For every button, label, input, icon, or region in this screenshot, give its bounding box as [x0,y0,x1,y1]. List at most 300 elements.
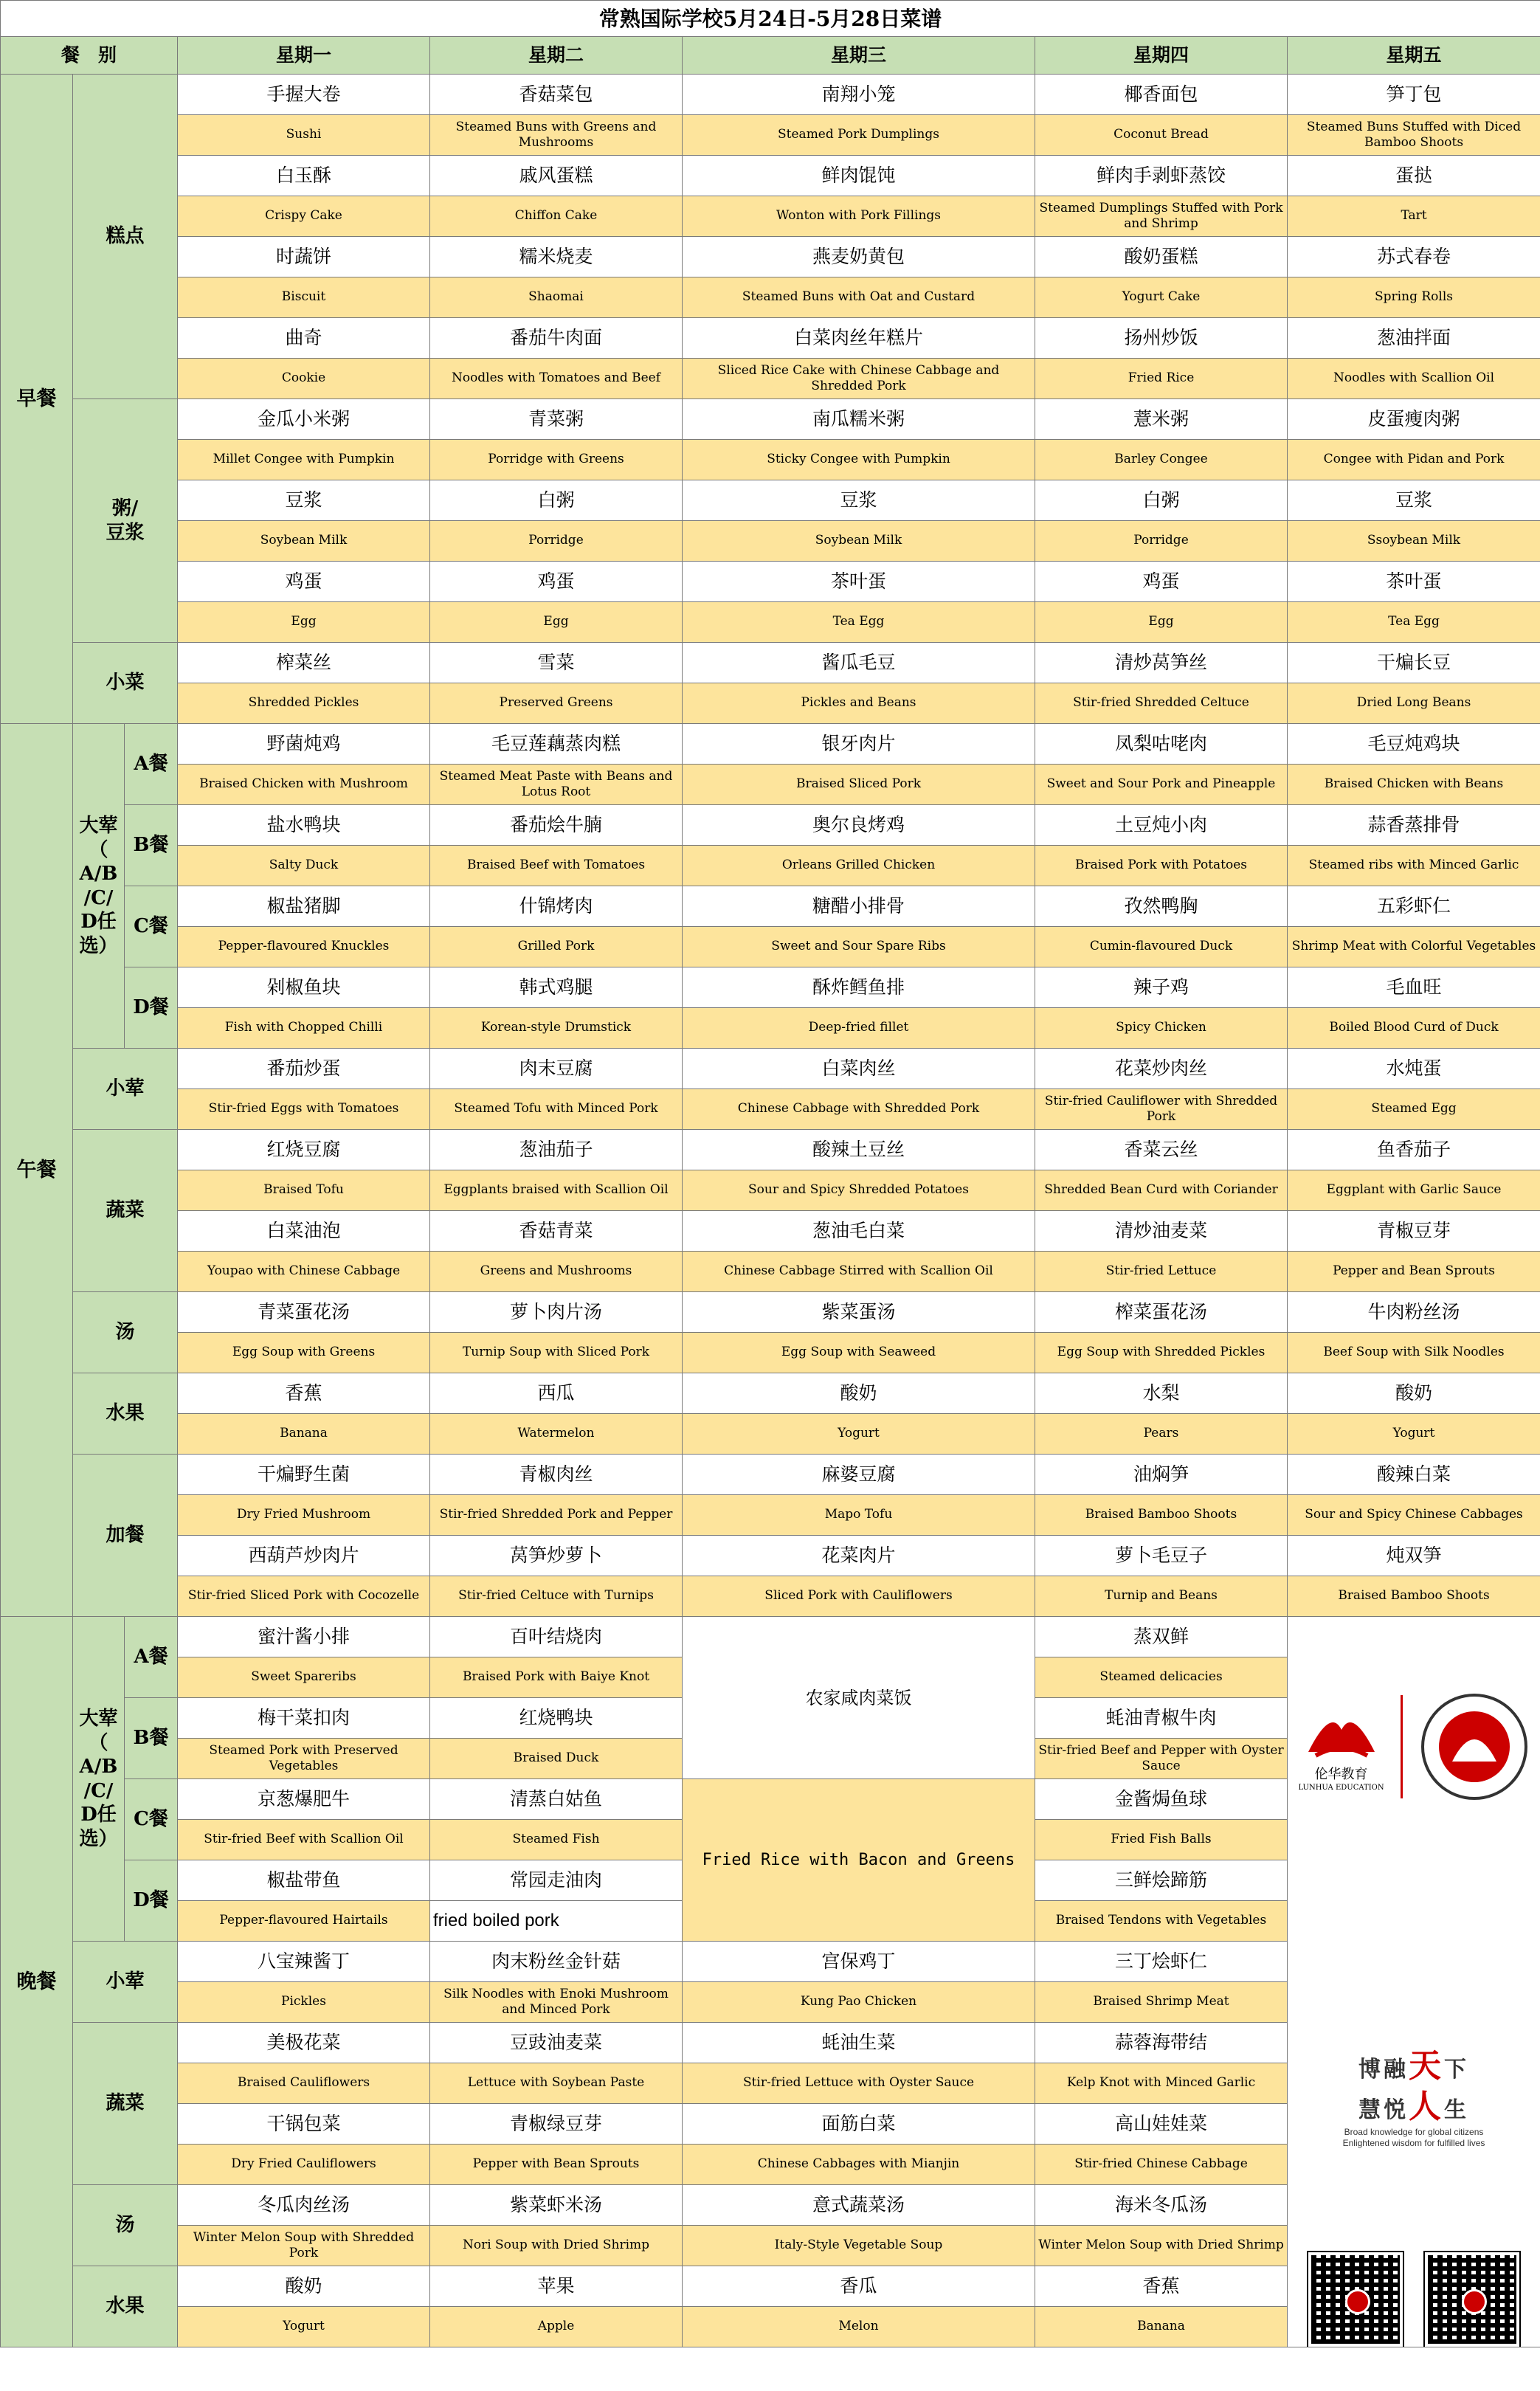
dish-name-zh: 酱瓜毛豆 [683,643,1035,683]
dish-name-en: Stir-fried Eggs with Tomatoes [178,1089,430,1130]
dish-name-zh: 高山娃娃菜 [1035,2104,1288,2145]
dish-name-zh: 葱油毛白菜 [683,1211,1035,1252]
dish-name-zh: 紫菜蛋汤 [683,1292,1035,1333]
wednesday-merged-zh: 农家咸肉菜饭 [683,1617,1035,1779]
dish-name-zh: 青椒豆芽 [1288,1211,1540,1252]
dish-name-zh: 清炒油麦菜 [1035,1211,1288,1252]
dish-name-en: Spicy Chicken [1035,1008,1288,1049]
section-label: 汤 [73,1292,178,1373]
dish-name-zh: 香蕉 [178,1373,430,1414]
dish-name-en: Watermelon [430,1414,683,1455]
dish-name-zh: 豆浆 [178,480,430,521]
dish-name-en: Tart [1288,196,1540,237]
section-label: 小菜 [73,643,178,724]
qr-code-icon[interactable] [1425,2252,1519,2347]
dish-name-zh: 京葱爆肥牛 [178,1779,430,1820]
dish-name-zh: 蚝油生菜 [683,2023,1035,2063]
dish-name-zh: 榨菜蛋花汤 [1035,1292,1288,1333]
dish-name-en: Porridge [430,521,683,562]
dish-name-zh: 辣子鸡 [1035,967,1288,1008]
dish-name-zh: 榨菜丝 [178,643,430,683]
dish-name-zh: 鸡蛋 [430,562,683,602]
dish-name-zh: 蒜香蒸排骨 [1288,805,1540,846]
dish-name-zh: 五彩虾仁 [1288,886,1540,927]
dish-name-en: Stir-fried Lettuce with Oyster Sauce [683,2063,1035,2104]
section-label: 粥/ 豆浆 [73,399,178,643]
dish-name-en: Biscuit [178,277,430,318]
dish-name-en: Stir-fried Beef with Scallion Oil [178,1820,430,1860]
dish-name-zh: 剁椒鱼块 [178,967,430,1008]
section-label: 糕点 [73,75,178,399]
dish-name-en: Pepper and Bean Sprouts [1288,1252,1540,1292]
logo-en: LUNHUA EDUCATION [1298,1783,1384,1792]
section-label: 小荤 [73,1942,178,2023]
dish-name-en: Braised Tendons with Vegetables [1035,1901,1288,1942]
dish-name-en: Steamed Pork Dumplings [683,115,1035,156]
dish-name-zh: 鸡蛋 [1035,562,1288,602]
dish-name-en: Braised Tofu [178,1170,430,1211]
dish-name-zh: 金酱焗鱼球 [1035,1779,1288,1820]
dish-name-en: Tea Egg [1288,602,1540,643]
dish-name-zh: 白玉酥 [178,156,430,196]
dish-name-zh: 孜然鸭胸 [1035,886,1288,927]
lunhua-logo [1298,1700,1384,1793]
dish-name-zh: 青椒肉丝 [430,1455,683,1495]
dish-name-zh: 鲜肉馄饨 [683,156,1035,196]
section-label: 汤 [73,2185,178,2266]
dish-name-en: Banana [178,1414,430,1455]
dish-name-en: Pickles and Beans [683,683,1035,724]
dish-name-en: Congee with Pidan and Pork [1288,440,1540,480]
dish-name-en: Braised Sliced Pork [683,765,1035,805]
meal-label-lunch: 午餐 [1,724,73,1617]
dish-name-en: Stir-fried Shredded Pork and Pepper [430,1495,683,1536]
dish-name-en: Braised Duck [430,1739,683,1779]
slogan-en-1: Broad knowledge for global citizens [1344,2126,1484,2137]
dish-name-zh: 干煸长豆 [1288,643,1540,683]
dish-name-en: Sweet and Sour Pork and Pineapple [1035,765,1288,805]
dish-name-zh: 白粥 [1035,480,1288,521]
dish-name-zh: 毛血旺 [1288,967,1540,1008]
dish-name-en: Turnip and Beans [1035,1576,1288,1617]
dish-name-en: Egg [430,602,683,643]
dish-name-en: Braised Bamboo Shoots [1035,1495,1288,1536]
dish-name-en: Banana [1035,2307,1288,2347]
dish-name-en: Braised Shrimp Meat [1035,1982,1288,2023]
dish-name-en: Tea Egg [683,602,1035,643]
dish-name-zh: 豆豉油麦菜 [430,2023,683,2063]
dish-name-zh: 毛豆炖鸡块 [1288,724,1540,765]
dish-name-en: Millet Congee with Pumpkin [178,440,430,480]
dish-name-zh: 鲜肉手剥虾蒸饺 [1035,156,1288,196]
logo-divider [1401,1695,1403,1798]
dish-name-en: Deep-fried fillet [683,1008,1035,1049]
dish-name-en: Soybean Milk [683,521,1035,562]
dish-name-zh: 蛋挞 [1288,156,1540,196]
dish-name-zh: 清蒸白姑鱼 [430,1779,683,1820]
dish-name-en: Stir-fried Shredded Celtuce [1035,683,1288,724]
dish-name-zh: 手握大卷 [178,75,430,115]
section-label: 水果 [73,2266,178,2347]
dish-name-zh: 椰香面包 [1035,75,1288,115]
dish-name-en: Shredded Bean Curd with Coriander [1035,1170,1288,1211]
dish-name-zh: 八宝辣酱丁 [178,1942,430,1982]
dish-name-zh: 三鲜烩蹄筋 [1035,1860,1288,1901]
dish-name-en: Egg [1035,602,1288,643]
dish-name-zh: 花菜肉片 [683,1536,1035,1576]
dish-name-zh: 宫保鸡丁 [683,1942,1035,1982]
dish-name-zh: 椒盐带鱼 [178,1860,430,1901]
dish-name-zh: 干锅包菜 [178,2104,430,2145]
school-seal-icon [1419,1691,1530,1802]
dish-name-zh: 红烧鸭块 [430,1698,683,1739]
main-dish-label: 大荤 （ A/B /C/ D任 选） [73,1617,125,1942]
wednesday-merged-en: Fried Rice with Bacon and Greens [683,1779,1035,1942]
dish-name-zh: 油焖笋 [1035,1455,1288,1495]
dish-name-zh: 苹果 [430,2266,683,2307]
dish-name-en: Shrimp Meat with Colorful Vegetables [1288,927,1540,967]
main-dish-label: 大荤 （ A/B /C/ D任 选） [73,724,125,1049]
dish-name-en: Shaomai [430,277,683,318]
dish-name-zh: 野菌炖鸡 [178,724,430,765]
dish-name-en: Yogurt [683,1414,1035,1455]
slogan-char: 生 [1444,2097,1470,2123]
dish-name-en: Barley Congee [1035,440,1288,480]
dish-name-zh: 酸奶 [178,2266,430,2307]
dish-name-en: Crispy Cake [178,196,430,237]
dish-name-zh: 酸奶 [683,1373,1035,1414]
dish-name-en: Stir-fried Cauliflower with Shredded Pork [1035,1089,1288,1130]
dish-name-en: Grilled Pork [430,927,683,967]
dish-name-zh: 苏式春卷 [1288,237,1540,277]
dish-name-en: Stir-fried Beef and Pepper with Oyster Sauce [1035,1739,1288,1779]
dish-name-en: Kung Pao Chicken [683,1982,1035,2023]
dish-name-zh: 炖双笋 [1288,1536,1540,1576]
dish-name-en: Noodles with Scallion Oil [1288,359,1540,399]
dish-name-en: Sweet Spareribs [178,1657,430,1698]
dish-name-en: Dried Long Beans [1288,683,1540,724]
dish-name-en: Cumin-flavoured Duck [1035,927,1288,967]
section-label: 蔬菜 [73,2023,178,2185]
dish-name-zh: 意式蔬菜汤 [683,2185,1035,2226]
dish-name-zh: 梅干菜扣肉 [178,1698,430,1739]
dish-name-zh: 南瓜糯米粥 [683,399,1035,440]
dish-name-en: Salty Duck [178,846,430,886]
dish-name-en: Yogurt [178,2307,430,2347]
dish-name-en: Steamed Egg [1288,1089,1540,1130]
dish-name-en: Egg Soup with Seaweed [683,1333,1035,1373]
set-label: A餐 [125,724,178,805]
dish-name-zh: 南翔小笼 [683,75,1035,115]
dish-name-zh: 水梨 [1035,1373,1288,1414]
brand-panel [1288,1617,1540,2347]
dish-name-en: Yogurt [1288,1414,1540,1455]
dish-name-zh: 西瓜 [430,1373,683,1414]
dish-name-zh: 薏米粥 [1035,399,1288,440]
dish-name-en: Stir-fried Celtuce with Turnips [430,1576,683,1617]
dish-name-en: Ssoybean Milk [1288,521,1540,562]
dish-name-zh: 什锦烤肉 [430,886,683,927]
dish-name-en: Silk Noodles with Enoki Mushroom and Minced Pork [430,1982,683,2023]
dish-name-zh: 常园走油肉 [430,1860,683,1901]
meal-label-breakfast: 早餐 [1,75,73,724]
dish-name-en: Stir-fried Chinese Cabbage [1035,2145,1288,2185]
dish-name-zh: 雪菜 [430,643,683,683]
dish-name-en: Steamed Fish [430,1820,683,1860]
dish-name-en: Soybean Milk [178,521,430,562]
dish-name-zh: 紫菜虾米汤 [430,2185,683,2226]
slogan [1291,2046,1537,2149]
dish-name-zh: 扬州炒饭 [1035,318,1288,359]
dish-name-zh: 冬瓜肉丝汤 [178,2185,430,2226]
dish-name-zh: 萝卜毛豆子 [1035,1536,1288,1576]
dish-name-en: Dry Fried Cauliflowers [178,2145,430,2185]
dish-name-zh: 百叶结烧肉 [430,1617,683,1657]
dish-name-zh: 茶叶蛋 [1288,562,1540,602]
dish-name-zh: 鸡蛋 [178,562,430,602]
dish-name-zh: 水炖蛋 [1288,1049,1540,1089]
header-day: 星期三 [683,37,1035,75]
dish-name-zh: 白菜肉丝年糕片 [683,318,1035,359]
dish-name-zh: 曲奇 [178,318,430,359]
dish-name-zh: 白菜肉丝 [683,1049,1035,1089]
dish-name-zh: 燕麦奶黄包 [683,237,1035,277]
page-title: 常熟国际学校5月24日-5月28日菜谱 [1,1,1540,37]
dish-name-zh: 奥尔良烤鸡 [683,805,1035,846]
dish-name-zh: 西葫芦炒肉片 [178,1536,430,1576]
set-label: D餐 [125,1860,178,1942]
dish-name-en: Braised Chicken with Mushroom [178,765,430,805]
dish-name-en: Winter Melon Soup with Shredded Pork [178,2226,430,2266]
dish-name-en: Steamed Dumplings Stuffed with Pork and Shrimp [1035,196,1288,237]
dish-name-en: Chinese Cabbage Stirred with Scallion Oil [683,1252,1035,1292]
dish-name-zh: 毛豆莲藕蒸肉糕 [430,724,683,765]
dish-name-zh: 香瓜 [683,2266,1035,2307]
dish-name-zh: 豆浆 [1288,480,1540,521]
dish-name-en: Steamed Buns with Greens and Mushrooms [430,115,683,156]
dish-name-en: Chiffon Cake [430,196,683,237]
dish-name-en: Pickles [178,1982,430,2023]
dish-name-zh: 鱼香茄子 [1288,1130,1540,1170]
slogan-char: 天 [1409,2046,1445,2085]
header-day: 星期四 [1035,37,1288,75]
dish-name-en: Stir-fried Sliced Pork with Cocozelle [178,1576,430,1617]
dish-name-zh: 番茄牛肉面 [430,318,683,359]
set-label: C餐 [125,886,178,967]
dish-name-en: Egg [178,602,430,643]
dish-name-zh: 戚风蛋糕 [430,156,683,196]
slogan-word: 慧悦 [1358,2097,1409,2123]
dish-name-zh: 麻婆豆腐 [683,1455,1035,1495]
dish-name-en: Steamed Buns Stuffed with Diced Bamboo Shoots [1288,115,1540,156]
logo-text: 伦华教育 [1314,1767,1368,1782]
dish-name-en: Kelp Knot with Minced Garlic [1035,2063,1288,2104]
dish-name-zh: 葱油茄子 [430,1130,683,1170]
dish-name-en: Beef Soup with Silk Noodles [1288,1333,1540,1373]
slogan-char: 下 [1444,2056,1470,2083]
dish-name-zh: 蒜蓉海带结 [1035,2023,1288,2063]
dish-name-zh: 韩式鸡腿 [430,967,683,1008]
dish-name-zh: 椒盐猪脚 [178,886,430,927]
dish-name-zh: 清炒莴笋丝 [1035,643,1288,683]
set-label: B餐 [125,1698,178,1779]
dish-name-zh: 时蔬饼 [178,237,430,277]
dish-name-zh: 白粥 [430,480,683,521]
dish-name-en: Pepper-flavoured Knuckles [178,927,430,967]
dish-name-zh: 糯米烧麦 [430,237,683,277]
dish-name-en: Braised Cauliflowers [178,2063,430,2104]
dish-name-en: Egg Soup with Greens [178,1333,430,1373]
dish-name-en: Pears [1035,1414,1288,1455]
dish-name-en: Preserved Greens [430,683,683,724]
dish-name-zh: 皮蛋瘦肉粥 [1288,399,1540,440]
set-label: D餐 [125,967,178,1049]
dish-name-zh: 牛肉粉丝汤 [1288,1292,1540,1333]
dish-name-en: Mapo Tofu [683,1495,1035,1536]
dish-name-zh: 蚝油青椒牛肉 [1035,1698,1288,1739]
slogan-en-2: Enlightened wisdom for fulfilled lives [1342,2137,1485,2148]
dish-name-en: Fried Fish Balls [1035,1820,1288,1860]
dish-name-zh: 美极花菜 [178,2023,430,2063]
dish-name-en: Eggplants braised with Scallion Oil [430,1170,683,1211]
dish-name-en: Youpao with Chinese Cabbage [178,1252,430,1292]
dish-name-zh: 凤梨咕咾肉 [1035,724,1288,765]
dish-name-en: Chinese Cabbages with Mianjin [683,2145,1035,2185]
section-label: 水果 [73,1373,178,1455]
dish-name-zh: 海米冬瓜汤 [1035,2185,1288,2226]
dish-name-en: Steamed Buns with Oat and Custard [683,277,1035,318]
dish-name-en: Braised Chicken with Beans [1288,765,1540,805]
dish-name-en: Fried Rice [1035,359,1288,399]
dish-name-en: Winter Melon Soup with Dried Shrimp [1035,2226,1288,2266]
dish-name-zh: 土豆炖小肉 [1035,805,1288,846]
dish-name-en: fried boiled pork [430,1901,683,1942]
dish-name-zh: 萝卜肉片汤 [430,1292,683,1333]
dish-name-zh: 茶叶蛋 [683,562,1035,602]
dish-name-zh: 香菇菜包 [430,75,683,115]
dish-name-en: Yogurt Cake [1035,277,1288,318]
dish-name-zh: 酸奶 [1288,1373,1540,1414]
dish-name-zh: 盐水鸭块 [178,805,430,846]
set-label: A餐 [125,1617,178,1698]
dish-name-en: Nori Soup with Dried Shrimp [430,2226,683,2266]
dish-name-zh: 银牙肉片 [683,724,1035,765]
dish-name-zh: 酸奶蛋糕 [1035,237,1288,277]
dish-name-en: Eggplant with Garlic Sauce [1288,1170,1540,1211]
section-label: 加餐 [73,1455,178,1617]
dish-name-zh: 青菜粥 [430,399,683,440]
qr-code-icon[interactable] [1308,2252,1403,2347]
dish-name-en: Steamed delicacies [1035,1657,1288,1698]
dish-name-zh: 白菜油泡 [178,1211,430,1252]
dish-name-en: Chinese Cabbage with Shredded Pork [683,1089,1035,1130]
meal-label-dinner: 晚餐 [1,1617,73,2347]
dish-name-zh: 酸辣土豆丝 [683,1130,1035,1170]
dish-name-zh: 香菜云丝 [1035,1130,1288,1170]
dish-name-en: Cookie [178,359,430,399]
dish-name-zh: 糖醋小排骨 [683,886,1035,927]
header-day: 星期二 [430,37,683,75]
dish-name-en: Lettuce with Soybean Paste [430,2063,683,2104]
dish-name-zh: 葱油拌面 [1288,318,1540,359]
dish-name-zh: 干煸野生菌 [178,1455,430,1495]
dish-name-en: Shredded Pickles [178,683,430,724]
dish-name-en: Spring Rolls [1288,277,1540,318]
dish-name-en: Boiled Blood Curd of Duck [1288,1008,1540,1049]
slogan-word: 博融 [1358,2056,1409,2083]
slogan-char: 人 [1409,2087,1445,2125]
dish-name-en: Wonton with Pork Fillings [683,196,1035,237]
dish-name-en: Fish with Chopped Chilli [178,1008,430,1049]
dish-name-en: Sour and Spicy Chinese Cabbages [1288,1495,1540,1536]
dish-name-en: Braised Pork with Baiye Knot [430,1657,683,1698]
dish-name-en: Sour and Spicy Shredded Potatoes [683,1170,1035,1211]
dish-name-zh: 肉末粉丝金针菇 [430,1942,683,1982]
dish-name-en: Pepper with Bean Sprouts [430,2145,683,2185]
dish-name-zh: 番茄烩牛腩 [430,805,683,846]
dish-name-en: Braised Beef with Tomatoes [430,846,683,886]
header-day: 星期一 [178,37,430,75]
dish-name-en: Apple [430,2307,683,2347]
dish-name-en: Sliced Rice Cake with Chinese Cabbage and Shredded Pork [683,359,1035,399]
dish-name-en: Sweet and Sour Spare Ribs [683,927,1035,967]
dish-name-en: Orleans Grilled Chicken [683,846,1035,886]
dish-name-en: Steamed Meat Paste with Beans and Lotus Root [430,765,683,805]
dish-name-en: Noodles with Tomatoes and Beef [430,359,683,399]
dish-name-zh: 番茄炒蛋 [178,1049,430,1089]
dish-name-zh: 面筋白菜 [683,2104,1035,2145]
dish-name-en: Sliced Pork with Cauliflowers [683,1576,1035,1617]
dish-name-en: Egg Soup with Shredded Pickles [1035,1333,1288,1373]
dish-name-en: Greens and Mushrooms [430,1252,683,1292]
set-label: B餐 [125,805,178,886]
dish-name-zh: 酥炸鳕鱼排 [683,967,1035,1008]
dish-name-en: Dry Fried Mushroom [178,1495,430,1536]
dish-name-en: Melon [683,2307,1035,2347]
dish-name-zh: 莴笋炒萝卜 [430,1536,683,1576]
dish-name-zh: 花菜炒肉丝 [1035,1049,1288,1089]
section-label: 小荤 [73,1049,178,1130]
dish-name-zh: 红烧豆腐 [178,1130,430,1170]
dish-name-zh: 肉末豆腐 [430,1049,683,1089]
dish-name-en: Coconut Bread [1035,115,1288,156]
dish-name-zh: 金瓜小米粥 [178,399,430,440]
dish-name-zh: 三丁烩虾仁 [1035,1942,1288,1982]
dish-name-en: Korean-style Drumstick [430,1008,683,1049]
dish-name-en: Porridge [1035,521,1288,562]
dish-name-en: Sushi [178,115,430,156]
dish-name-zh: 香蕉 [1035,2266,1288,2307]
dish-name-en: Italy-Style Vegetable Soup [683,2226,1035,2266]
dish-name-en: Steamed Pork with Preserved Vegetables [178,1739,430,1779]
dish-name-zh: 香菇青菜 [430,1211,683,1252]
dish-name-zh: 豆浆 [683,480,1035,521]
dish-name-en: Pepper-flavoured Hairtails [178,1901,430,1942]
dish-name-en: Sticky Congee with Pumpkin [683,440,1035,480]
dish-name-en: Turnip Soup with Sliced Pork [430,1333,683,1373]
section-label: 蔬菜 [73,1130,178,1292]
header-day: 星期五 [1288,37,1540,75]
header-category: 餐 别 [1,37,178,75]
dish-name-zh: 蒸双鲜 [1035,1617,1288,1657]
dish-name-en: Steamed ribs with Minced Garlic [1288,846,1540,886]
dish-name-zh: 酸辣白菜 [1288,1455,1540,1495]
dish-name-en: Braised Bamboo Shoots [1288,1576,1540,1617]
dish-name-zh: 青菜蛋花汤 [178,1292,430,1333]
dish-name-en: Braised Pork with Potatoes [1035,846,1288,886]
set-label: C餐 [125,1779,178,1860]
dish-name-en: Stir-fried Lettuce [1035,1252,1288,1292]
